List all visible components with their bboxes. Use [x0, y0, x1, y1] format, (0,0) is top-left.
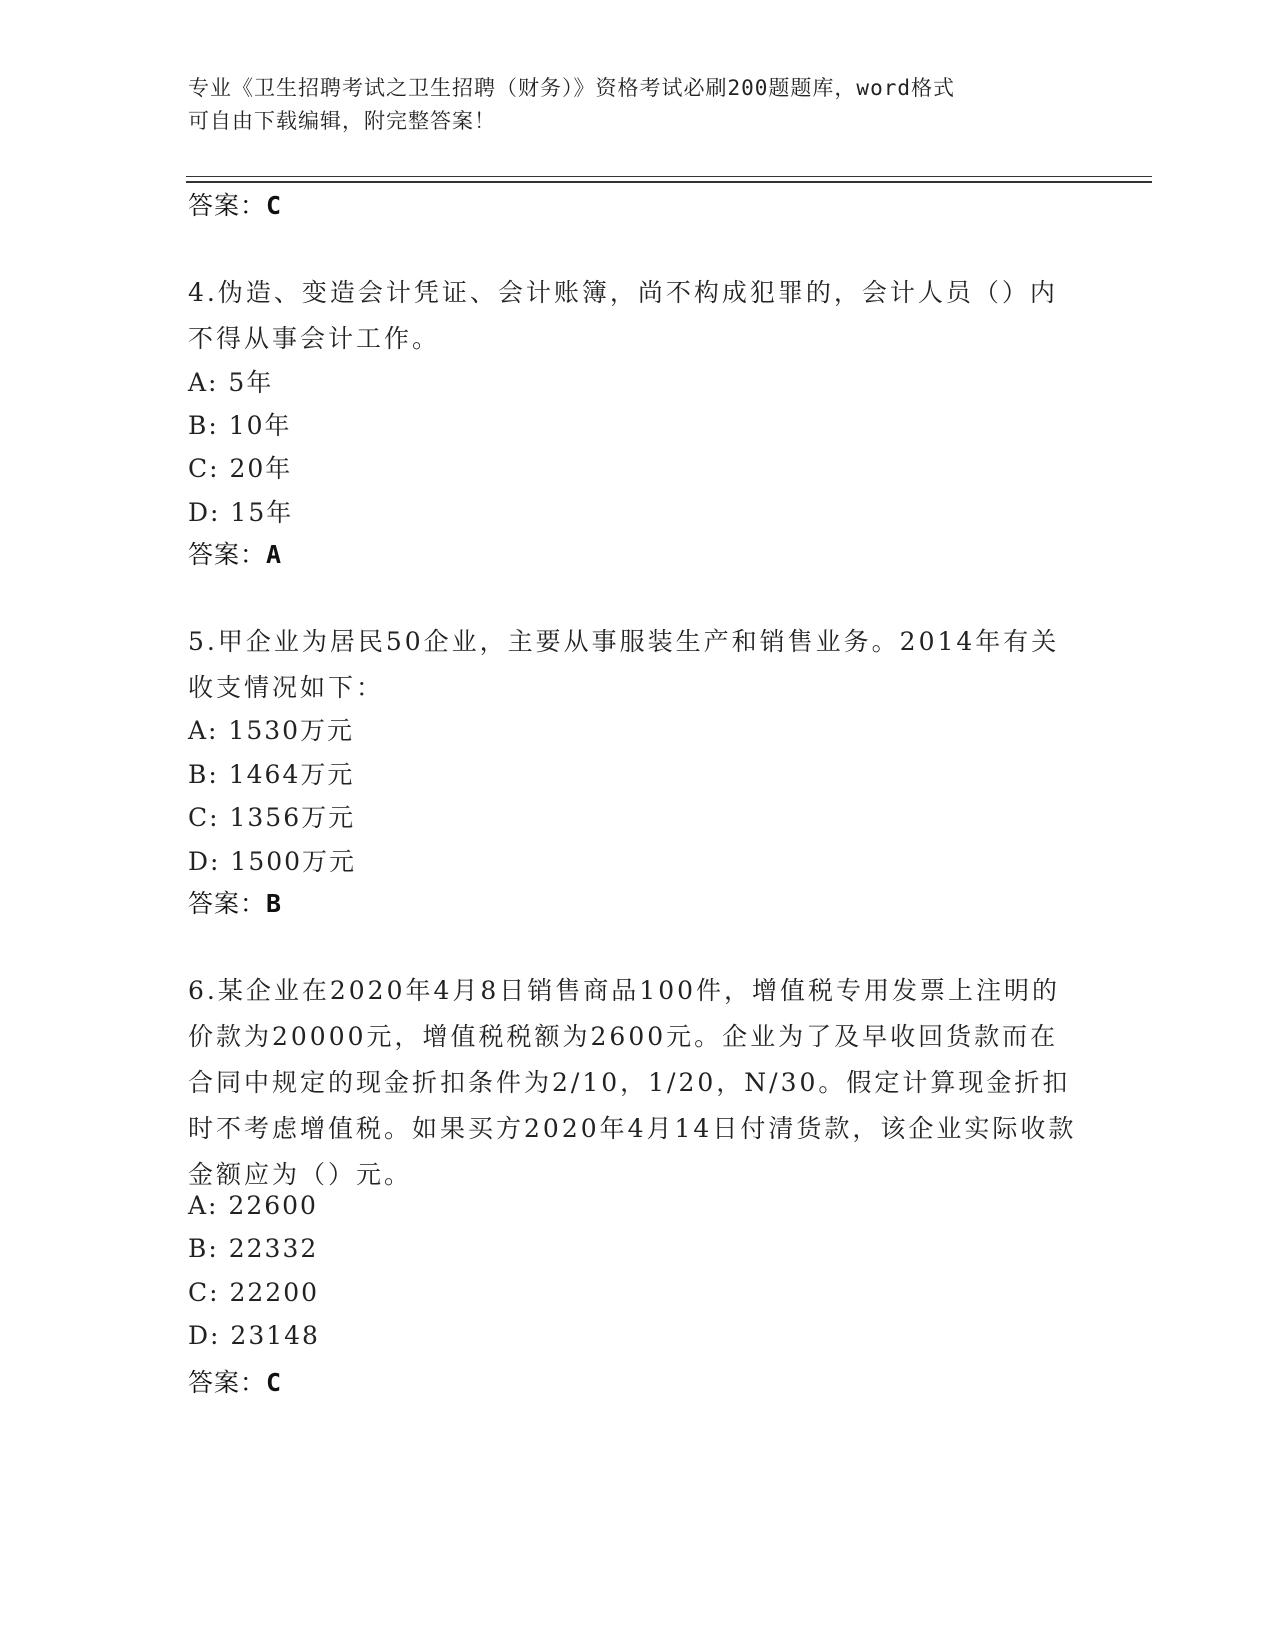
- answer-label: 答案：: [188, 191, 267, 220]
- answer-value: C: [266, 191, 283, 220]
- question-4-text: 4.伪造、变造会计凭证、会计账簿，尚不构成犯罪的，会计人员（）内不得从事会计工作。: [188, 278, 1058, 353]
- question-5-answer: [188, 884, 282, 920]
- question-4-option-b: B: 10年: [188, 411, 292, 440]
- question-5-option-a: A: 1530万元: [188, 716, 355, 745]
- prev-answer: [188, 186, 282, 222]
- answer-label: 答案：: [188, 540, 267, 569]
- header-line-1: 专业《卫生招聘考试之卫生招聘（财务）》资格考试必刷200题题库，word格式: [188, 76, 955, 100]
- question-6-option-c: C: 22200: [188, 1278, 320, 1307]
- question-4-option-d: D: 15年: [188, 498, 294, 527]
- header-divider-thick: [186, 181, 1152, 183]
- question-5-text: 5.甲企业为居民50企业，主要从事服装生产和销售业务。2014年有关收支情况如下：: [188, 627, 1060, 702]
- header-line-2: 可自由下载编辑，附完整答案！: [188, 109, 496, 133]
- question-6-answer: [188, 1363, 282, 1399]
- question-4-option-c: C: 20年: [188, 454, 293, 483]
- question-4-answer: [188, 535, 282, 571]
- header-divider-thin: [186, 176, 1152, 177]
- question-6-option-d: D: 23148: [188, 1321, 320, 1350]
- answer-label: 答案：: [188, 1368, 267, 1397]
- document-header: [188, 72, 1068, 138]
- question-5-option-c: C: 1356万元: [188, 803, 356, 832]
- question-5-option-d: D: 1500万元: [188, 847, 357, 876]
- question-6-option-b: B: 22332: [188, 1234, 319, 1263]
- answer-value: A: [266, 540, 283, 569]
- question-4-option-a: A: 5年: [188, 368, 274, 397]
- answer-value: C: [266, 1368, 283, 1397]
- question-5-option-b: B: 1464万元: [188, 760, 355, 789]
- answer-value: B: [266, 889, 283, 918]
- question-6-option-a: A: 22600: [188, 1191, 318, 1220]
- answer-label: 答案：: [188, 889, 267, 918]
- question-6-text: 6.某企业在2020年4月8日销售商品100件，增值税专用发票上注明的价款为20000元，增值税税额为2600元。企业为了及早收回货款而在合同中规定的现金折扣条件为2/10，1/20，N/30。假定计算现金折扣时不考虑增值税。如果买方2020年4月14日付清货款，该企业实际收款金额应为（）元。: [188, 976, 1077, 1189]
